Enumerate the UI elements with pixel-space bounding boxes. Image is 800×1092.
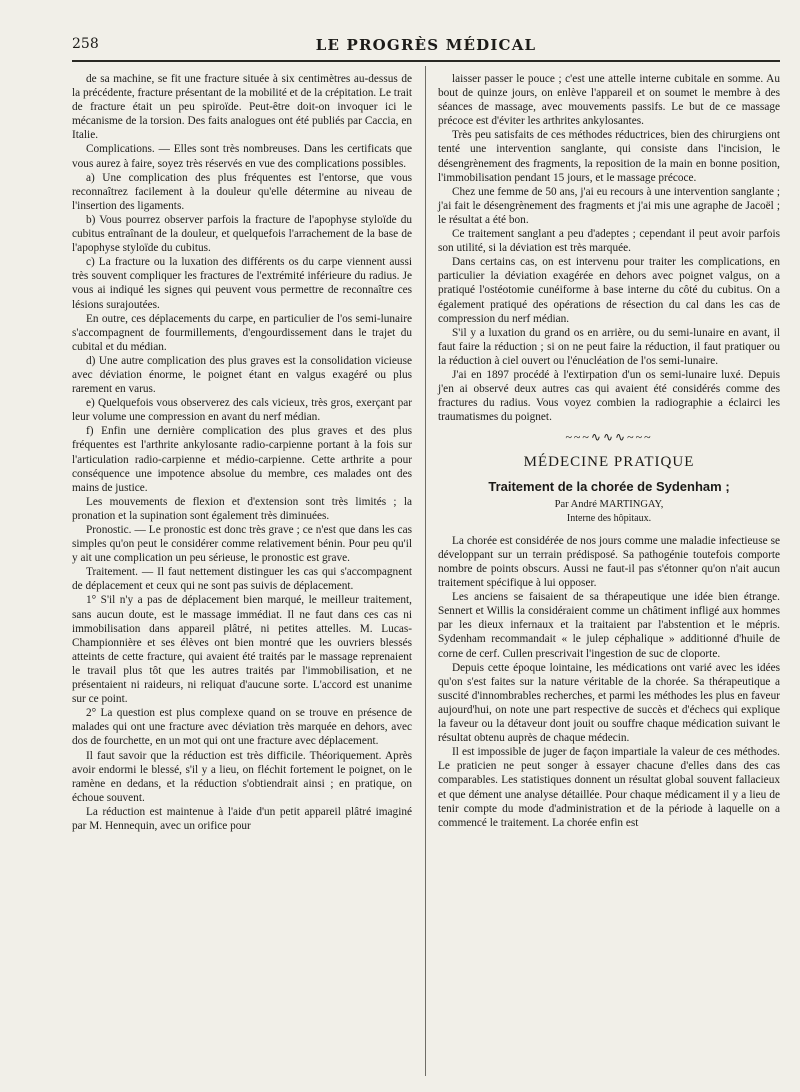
paragraph: La réduction est maintenue à l'aide d'un petit appareil plâtré imaginé par M. Hennequin, avec un orifice pour [72,805,412,832]
paragraph: de sa machine, se fit une fracture située à six centimètres au-dessus de la précédente, fracture présentant de la mobilité et de la crépitation. Le trait de fracture était un peu spiroïde. Peut-être doit-on invoquer ici le mécanisme de la torsion. Des faits analogues ont été publiés par Caccia, en Italie. [72,73,412,142]
paragraph: S'il y a luxation du grand os en arrière, ou du semi-lunaire en avant, il faut faire la réduction ; si on ne peut faire la réduction, il faut pratiquer ou la réduction à ciel ouvert ou l'énucléation de l'os semi-lunaire. [438,326,780,367]
paragraph: Il est impossible de juger de façon impartiale la valeur de ces méthodes. Le praticien ne peut songer à essayer chacune d'elles dans des cas comparables. Les statistiques donnent un résultat global souvent fallacieux et que dément une analyse détaillée. Pour chaque médicament il y a lieu de tenir compte du mode d'administration et de la période à laquelle on a commencé le traitement. La chorée enfin est [438,746,780,829]
paragraph: En outre, ces déplacements du carpe, en particulier de l'os semi-lunaire s'accompagnent de fourmillements, d'engourdissement dans le trajet du cubital et du médian. [72,312,412,353]
paragraph: e) Quelquefois vous observerez des cals vicieux, très gros, exerçant par leur volume une compression en avant du nerf médian. [72,397,412,424]
article-title: Traitement de la chorée de Sydenham ; [488,478,730,494]
paragraph: Dans certains cas, on est intervenu pour traiter les complications, en particulier la déviation exagérée en dehors avec poignet valgus, on a pratiqué l'ostéotomie cunéiforme à base interne du côté du cubitus. On a également pratiqué des opérations de résection du cal dans les cas de compression du nerf médian. [438,256,780,325]
paragraph: d) Une autre complication des plus graves est la consolidation vicieuse avec déviation énorme, le poignet étant en valgus exagéré ou plus rarement en varus. [72,354,412,396]
header-rule [72,60,780,62]
paragraph: J'ai en 1897 procédé à l'extirpation d'un os semi-lunaire luxé. Depuis j'en ai observé deux autres cas qui avaient été considérés comme des fractures du radius. Vous voyez combien la radiographie a éclairci les traumatismes du poignet. [438,368,780,424]
paragraph: laisser passer le pouce ; c'est une attelle interne cubitale en somme. Au bout de quinze jours, on enlève l'appareil et on soumet le membre à des séances de massage, avec mouvements passifs. Le but de ce massage précoce est d'éviter les arthrites ankylosantes. [438,73,780,128]
article-byline: Par André MARTINGAY, [554,498,664,510]
paragraph: 2° La question est plus complexe quand on se trouve en présence de malades qui ont une fracture avec déviation très marquée en dehors, avec dos de fourchette, en un mot qui ont une fracture avec déplacement. [72,707,412,748]
paragraph: Ce traitement sanglant a peu d'adeptes ; cependant il peut avoir parfois son utilité, si la déviation est très marquée. [438,228,780,255]
section-title: MÉDECINE PRATIQUE [523,454,695,471]
page-number: 258 [72,36,99,52]
paragraph: La chorée est considérée de nos jours comme une maladie infectieuse se développant sur un terrain prédisposé. Sa pathogénie toutefois comporte nombre de points obscurs. Aussi ne faut-il pas s'étonner qu'on n'ait aucun traitement spécifique à lui opposer. [438,534,780,590]
paragraph: Les mouvements de flexion et d'extension sont très limités ; la pronation et la supination sont également très diminuées. [72,495,412,522]
paragraph: 1° S'il n'y a pas de déplacement bien marqué, le meilleur traitement, sans aucun doute, est le massage immédiat. Il ne faut dans ces cas ni immobilisation dans appareil plâtré, ni petites attelles. M. Lucas-Championnière et ses élèves ont bien montré que les ouvriers blessés atteints de cette fracture, qui avaient été traités par le massage reprenaient le travail plus tôt que les autres traités par l'immobilisation, et ne présentaient ni raideurs, ni reliquat d'aucune sorte. L'accord est unanime sur ce point. [72,594,412,706]
page-header [72,34,780,58]
article-affiliation: Interne des hôpitaux. [566,512,652,524]
ornament-divider: ~~~∿∿∿~~~ [565,430,653,445]
paragraph: Les anciens se faisaient de sa thérapeutique une idée bien étrange. Sennert et Willis la considéraient comme un châtiment infligé aux hommes par les dieux infernaux et la traitaient par l'abstention et le mépris. Sydenham recommandait « le julep céphalique » additionné d'huile de corne de cerf. Cullen prescrivait l'ingestion de suc de cloporte. [438,591,780,660]
paragraph: c) La fracture ou la luxation des différents os du carpe viennent aussi très souvent compliquer les fractures de l'extrémité inférieure du radius. Je vous ai indiqué les signes qui peuvent vous permettre de reconnaître ces lésions surajoutées. [72,256,412,311]
paragraph: a) Une complication des plus fréquentes est l'entorse, que vous reconnaîtrez facilement à la douleur qu'elle détermine au niveau de l'insertion des ligaments. [72,171,412,212]
paragraph: Traitement. — Il faut nettement distinguer les cas qui s'accompagnent de déplacement et ceux qui ne sont pas suivis de déplacement. [72,566,412,593]
column-divider [425,66,426,1076]
paragraph: b) Vous pourrez observer parfois la fracture de l'apophyse styloïde du cubitus entraînant de la douleur, et quelquefois l'arrachement de la base de l'apophyse styloïde du cubitus. [72,213,412,255]
paragraph: Il faut savoir que la réduction est très difficile. Théoriquement. Après avoir endormi le blessé, s'il y a lieu, on fléchit fortement le poignet, on le ramène en dedans, et la réduction s'obtiendrait ainsi ; en pratique, on échoue souvent. [72,749,412,804]
paragraph: Très peu satisfaits de ces méthodes réductrices, bien des chirurgiens ont tenté une intervention sanglante, qui consiste dans l'incision, le désengrènement des fragments, la reposition de la main en bonne position, l'immobilisation pendant 15 jours, et le massage précoce. [438,129,780,184]
paragraph: Chez une femme de 50 ans, j'ai eu recours à une intervention sanglante ; j'ai fait le désengrènement des fragments et j'ai mis une agraphe de Jacoël ; le résultat a été bon. [438,185,780,226]
paragraph: Depuis cette époque lointaine, les médications ont varié avec les idées qu'on s'est faites sur la nature véritable de la chorée. Sa thérapeutique a suscité d'innombrables recherches, et parmi les méthodes les plus en faveur aujourd'hui, on note une part respective de succès et d'échecs qui explique la faveur ou la détaveur dont jouit ou souffre chaque médication suivant le résultat obtenu auprès de chaque médecin. [438,661,780,745]
right-column [438,72,780,830]
paragraph: f) Enfin une dernière complication des plus graves et des plus fréquentes est l'arthrite ankylosante radio-carpienne portant à la fois sur l'articulation radio-carpienne et médio-carpienne. Cette arthrite a pour conséquence une impotence absolue du membre, ces malades ont des mains de justice. [72,425,412,494]
journal-title: LE PROGRÈS MÉDICAL [315,36,537,54]
paragraph: Complications. — Elles sont très nombreuses. Dans les certificats que vous aurez à faire, soyez très réservés en vue des complications possibles. [72,143,412,170]
left-column [72,72,412,833]
paragraph: Pronostic. — Le pronostic est donc très grave ; ce n'est que dans les cas simples qu'on peut le considérer comme relativement bénin. Pour peu qu'il y ait une complication un peu sérieuse, le pronostic est grave. [72,524,412,565]
